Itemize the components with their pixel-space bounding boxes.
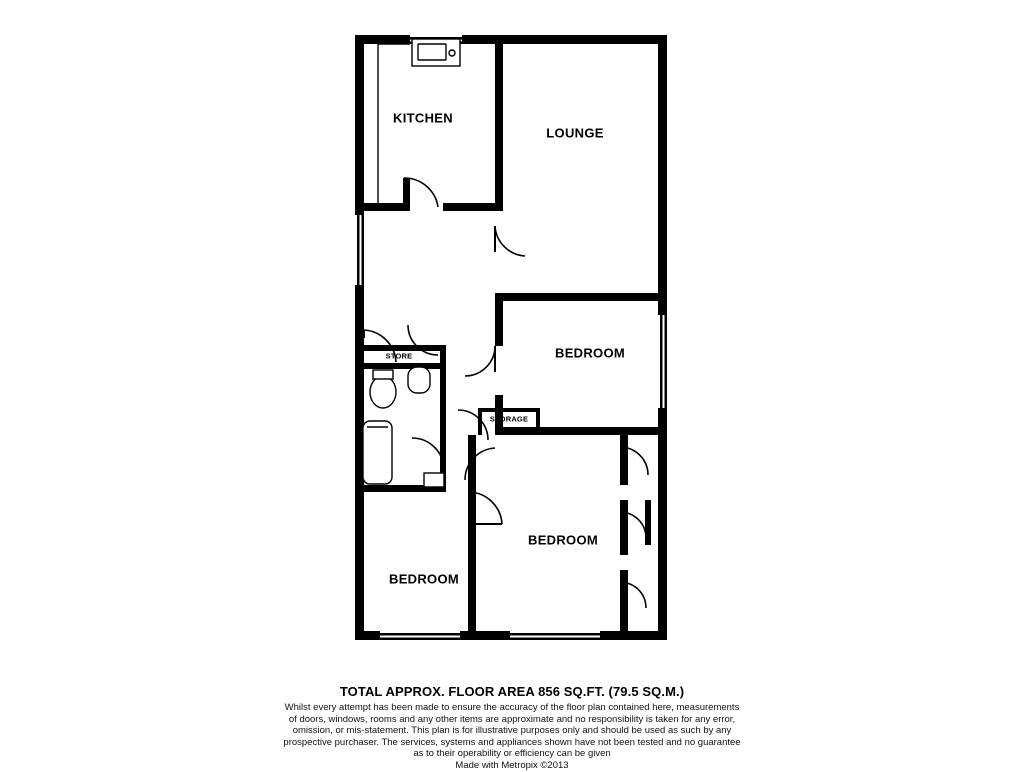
credit-line: Made with Metropix ©2013 [455,759,569,771]
room-label-lounge: LOUNGE [546,125,604,141]
room-label-kitchen: KITCHEN [393,110,453,126]
disclaimer-line-4: prospective purchaser. The services, systems and appliances shown have not been tested and no guarantee [283,736,741,748]
disclaimer-line-3: omission, or mis-statement. This plan is for illustrative purposes only and should be used as such by any [292,725,732,737]
toilet [370,376,396,408]
wash-basin [408,367,430,393]
total-floor-area: TOTAL APPROX. FLOOR AREA 856 SQ.FT. (79.5 SQ.M.) [339,684,685,699]
room-label-bedroom-3: BEDROOM [389,571,459,587]
annotation-storage: STORAGE [489,414,529,424]
room-label-bedroom-1: BEDROOM [555,345,625,361]
bathroom-cupboard [424,473,444,487]
disclaimer-line-1: Whilst every attempt has been made to ensure the accuracy of the floor plan contained here, measurements [284,702,740,713]
disclaimer-line-2: of doors, windows, rooms and any other items are approximate and no responsibility is taken for any error, [288,713,736,725]
disclaimer-line-5: as to their operability or efficiency can be given [413,748,611,760]
door-swings [362,178,648,608]
room-label-bedroom-2: BEDROOM [528,532,598,548]
disclaimer-block [0,702,1024,772]
annotation-store: STORE [385,351,413,361]
cistern [373,370,393,379]
interior-walls [355,35,667,640]
bathtub [363,421,392,484]
